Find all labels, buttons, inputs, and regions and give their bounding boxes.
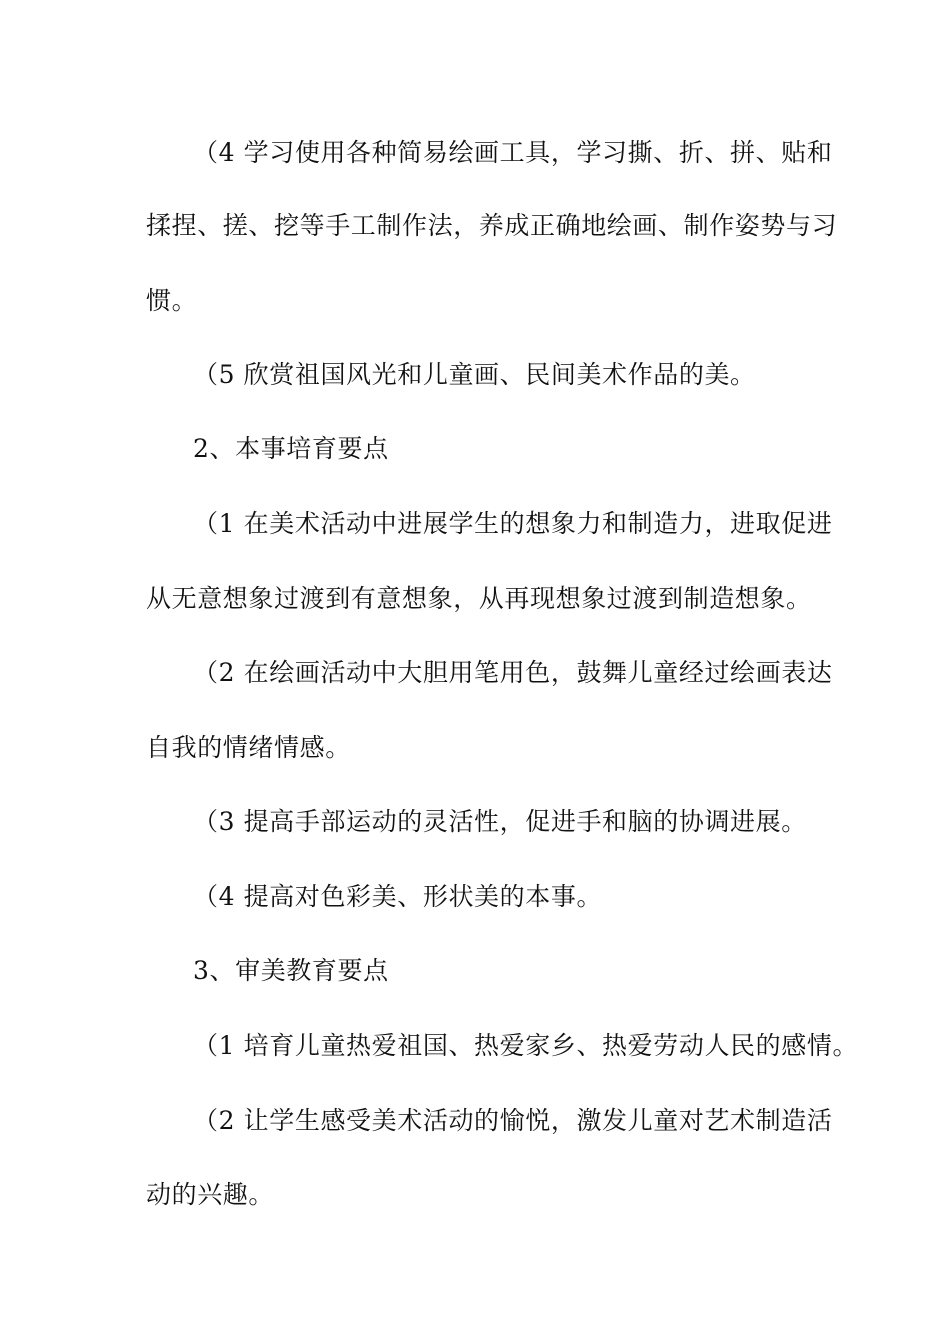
paragraph-line: （5 欣赏祖国风光和儿童画、民间美术作品的美。 xyxy=(193,360,756,389)
paragraph-line: 自我的情绪情感。 xyxy=(146,733,351,762)
paragraph-line: （2 在绘画活动中大胆用笔用色，鼓舞儿童经过绘画表达 xyxy=(193,658,833,687)
paragraph-line: （2 让学生感受美术活动的愉悦，激发儿童对艺术制造活 xyxy=(193,1106,833,1135)
paragraph-line: （4 提高对色彩美、形状美的本事。 xyxy=(193,882,603,911)
paragraph-line: （4 学习使用各种简易绘画工具，学习撕、折、拼、贴和 xyxy=(193,138,833,167)
section-heading: 2、本事培育要点 xyxy=(193,434,389,463)
paragraph-line: （1 培育儿童热爱祖国、热爱家乡、热爱劳动人民的感情。 xyxy=(193,1031,859,1060)
paragraph-line: （3 提高手部运动的灵活性，促进手和脑的协调进展。 xyxy=(193,807,807,836)
paragraph-line: 动的兴趣。 xyxy=(146,1180,275,1209)
paragraph-line: 从无意想象过渡到有意想象，从再现想象过渡到制造想象。 xyxy=(146,584,812,613)
paragraph-line: 揉捏、搓、挖等手工制作法，养成正确地绘画、制作姿势与习 xyxy=(146,211,838,240)
paragraph-line: （1 在美术活动中进展学生的想象力和制造力，进取促进 xyxy=(193,509,833,538)
paragraph-line: 惯。 xyxy=(146,286,198,315)
section-heading: 3、审美教育要点 xyxy=(193,956,389,985)
